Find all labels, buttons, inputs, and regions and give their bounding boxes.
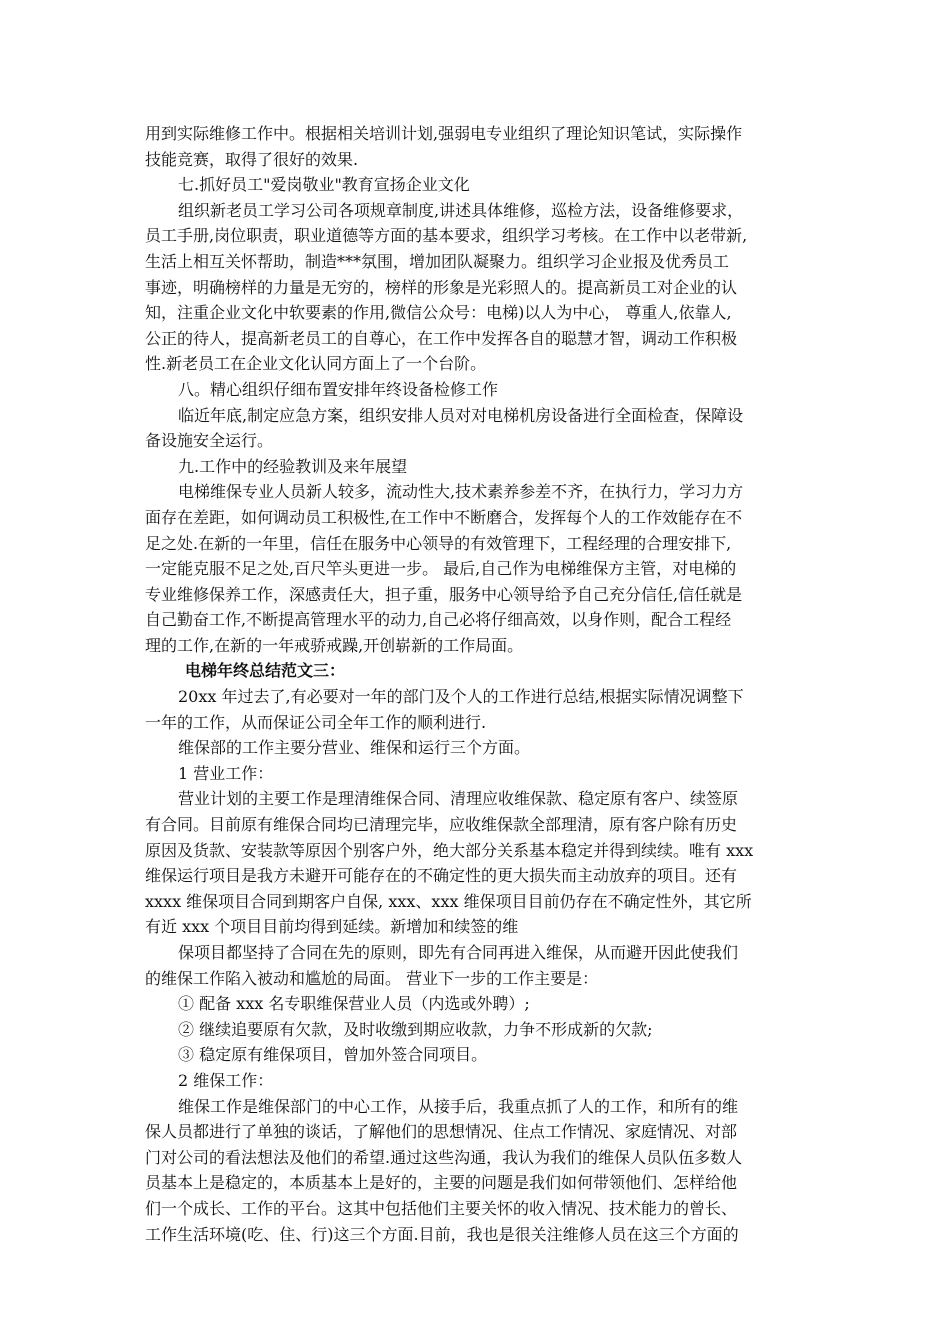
text-line: 有近 xxx 个项目目前均得到延续。新增加和续签的维 [145, 917, 519, 937]
text-line: 临近年底,制定应急方案，组织安排人员对对电梯机房设备进行全面检查，保障设 [178, 405, 744, 425]
text-line: 足之处.在新的一年里，信任在服务中心领导的有效管理下，工程经理的合理安排下, [145, 533, 732, 553]
text-line: 保项目都坚持了合同在先的原则，即先有合同再进入维保，从而避开因此使我们 [178, 943, 739, 962]
text-line: 性.新老员工在企业文化认同方面上了一个台阶。 [145, 354, 487, 374]
text-line: 1 营业工作： [178, 763, 274, 783]
text-line: 公正的待人，提高新老员工的自尊心，在工作中发挥各自的聪慧才智，调动工作积极 [145, 328, 738, 348]
text-line: ② 继续追要原有欠款，及时收缴到期应收款，力争不形成新的欠款; [178, 1019, 653, 1039]
text-line: 七.抓好员工"爱岗敬业"教育宣扬企业文化 [178, 175, 470, 195]
text-line: 备设施安全运行。 [145, 431, 274, 451]
text-line: 事迹，明确榜样的力量是无穷的，榜样的形象是光彩照人的。提高新员工对企业的认 [145, 277, 738, 297]
text-line: 专业维修保养工作，深感责任大，担子重，服务中心领导给予自己充分信任,信任就是 [145, 584, 743, 604]
text-line: 一年的工作，从而保证公司全年工作的顺利进行. [145, 712, 487, 732]
text-line: 门对公司的看法想法及他们的希望.通过这些沟通，我认为我们的维保人员队伍多数人 [145, 1147, 743, 1167]
text-line: ③ 稳定原有维保项目，曾加外签合同项目。 [178, 1045, 488, 1065]
text-line: 维保工作是维保部门的中心工作，从接手后，我重点抓了人的工作，和所有的维 [178, 1096, 739, 1116]
text-line: 一定能克服不足之处,百尺竿头更进一步。 最后,自己作为电梯维保方主管，对电梯的 [145, 559, 737, 579]
text-line: 的维保工作陷入被动和尴尬的局面。 营业下一步的工作主要是： [145, 968, 599, 988]
text-line: 知，注重企业文化中软要素的作用,微信公众号：电梯)以人为中心， 尊重人,依靠人, [145, 303, 732, 323]
text-line: 20xx 年过去了,有必要对一年的部门及个人的工作进行总结,根据实际情况调整下 [178, 687, 744, 707]
text-line: 面存在差距，如何调动员工积极性,在工作中不断磨合，发挥每个人的工作效能存在不 [145, 507, 743, 527]
text-line: 理的工作,在新的一年戒骄戒躁,开创崭新的工作局面。 [145, 635, 524, 655]
text-line: 九.工作中的经验教训及来年展望 [178, 456, 408, 476]
text-line: 们一个成长、工作的平台。这其中包括他们主要关怀的收入情况、技术能力的曾长、 [145, 1198, 738, 1218]
section-heading: 电梯年终总结范文三： [185, 661, 346, 681]
text-line: ① 配备 xxx 名专职维保营业人员（内选或外聘）; [178, 994, 530, 1014]
text-line: 八。精心组织仔细布置安排年终设备检修工作 [178, 379, 499, 399]
text-line: 电梯维保专业人员新人较多，流动性大,技术素养参差不齐，在执行力，学习力方 [178, 482, 744, 502]
text-line: 员基本上是稳定的，本质基本上是好的，主要的问题是我们如何带领他们、怎样给他 [145, 1173, 738, 1193]
text-line: 生活上相互关怀帮助，制造***氛围，增加团队凝聚力。组织学习企业报及优秀员工 [145, 251, 730, 271]
text-line: 2 维保工作： [178, 1070, 274, 1090]
text-line: 维保运行项目是我方未避开可能存在的不确定性的更大损失而主动放弃的项目。还有 [145, 866, 738, 886]
text-line: 营业计划的主要工作是理清维保合同、清理应收维保款、稳定原有客户、续签原 [178, 789, 739, 809]
text-line: 组织新老员工学习公司各项规章制度,讲述具体维修，巡检方法，设备维修要求， [178, 200, 744, 220]
text-line: 保人员都进行了单独的谈话，了解他们的思想情况、住点工作情况、家庭情况、对部 [145, 1122, 738, 1142]
text-line: 维保部的工作主要分营业、维保和运行三个方面。 [178, 738, 531, 758]
text-line: 员工手册,岗位职责，职业道德等方面的基本要求，组织学习考核。在工作中以老带新, [145, 226, 748, 246]
text-line: 技能竞赛，取得了很好的效果. [145, 149, 359, 169]
text-line: 有合同。目前原有维保合同均已清理完毕，应收维保款全部理清，原有客户除有历史 [145, 815, 738, 835]
text-line: 用到实际维修工作中。根据相关培训计划,强弱电专业组织了理论知识笔试，实际操作 [145, 124, 743, 143]
text-line: 工作生活环境(吃、住、行)这三个方面.目前，我也是很关注维修人员在这三个方面的 [145, 1224, 739, 1244]
text-line: 原因及货款、安装款等原因个别客户外，绝大部分关系基本稳定并得到续续。唯有 xxx [145, 840, 754, 860]
document-page [145, 121, 813, 1247]
text-line: xxxx 维保项目合同到期客户自保, xxx、xxx 维保项目目前仍存在不确定性外，其它所 [145, 891, 752, 911]
text-line: 自己勤奋工作,不断提高管理水平的动力,自己必将仔细高效，以身作则，配合工程经 [145, 610, 732, 630]
